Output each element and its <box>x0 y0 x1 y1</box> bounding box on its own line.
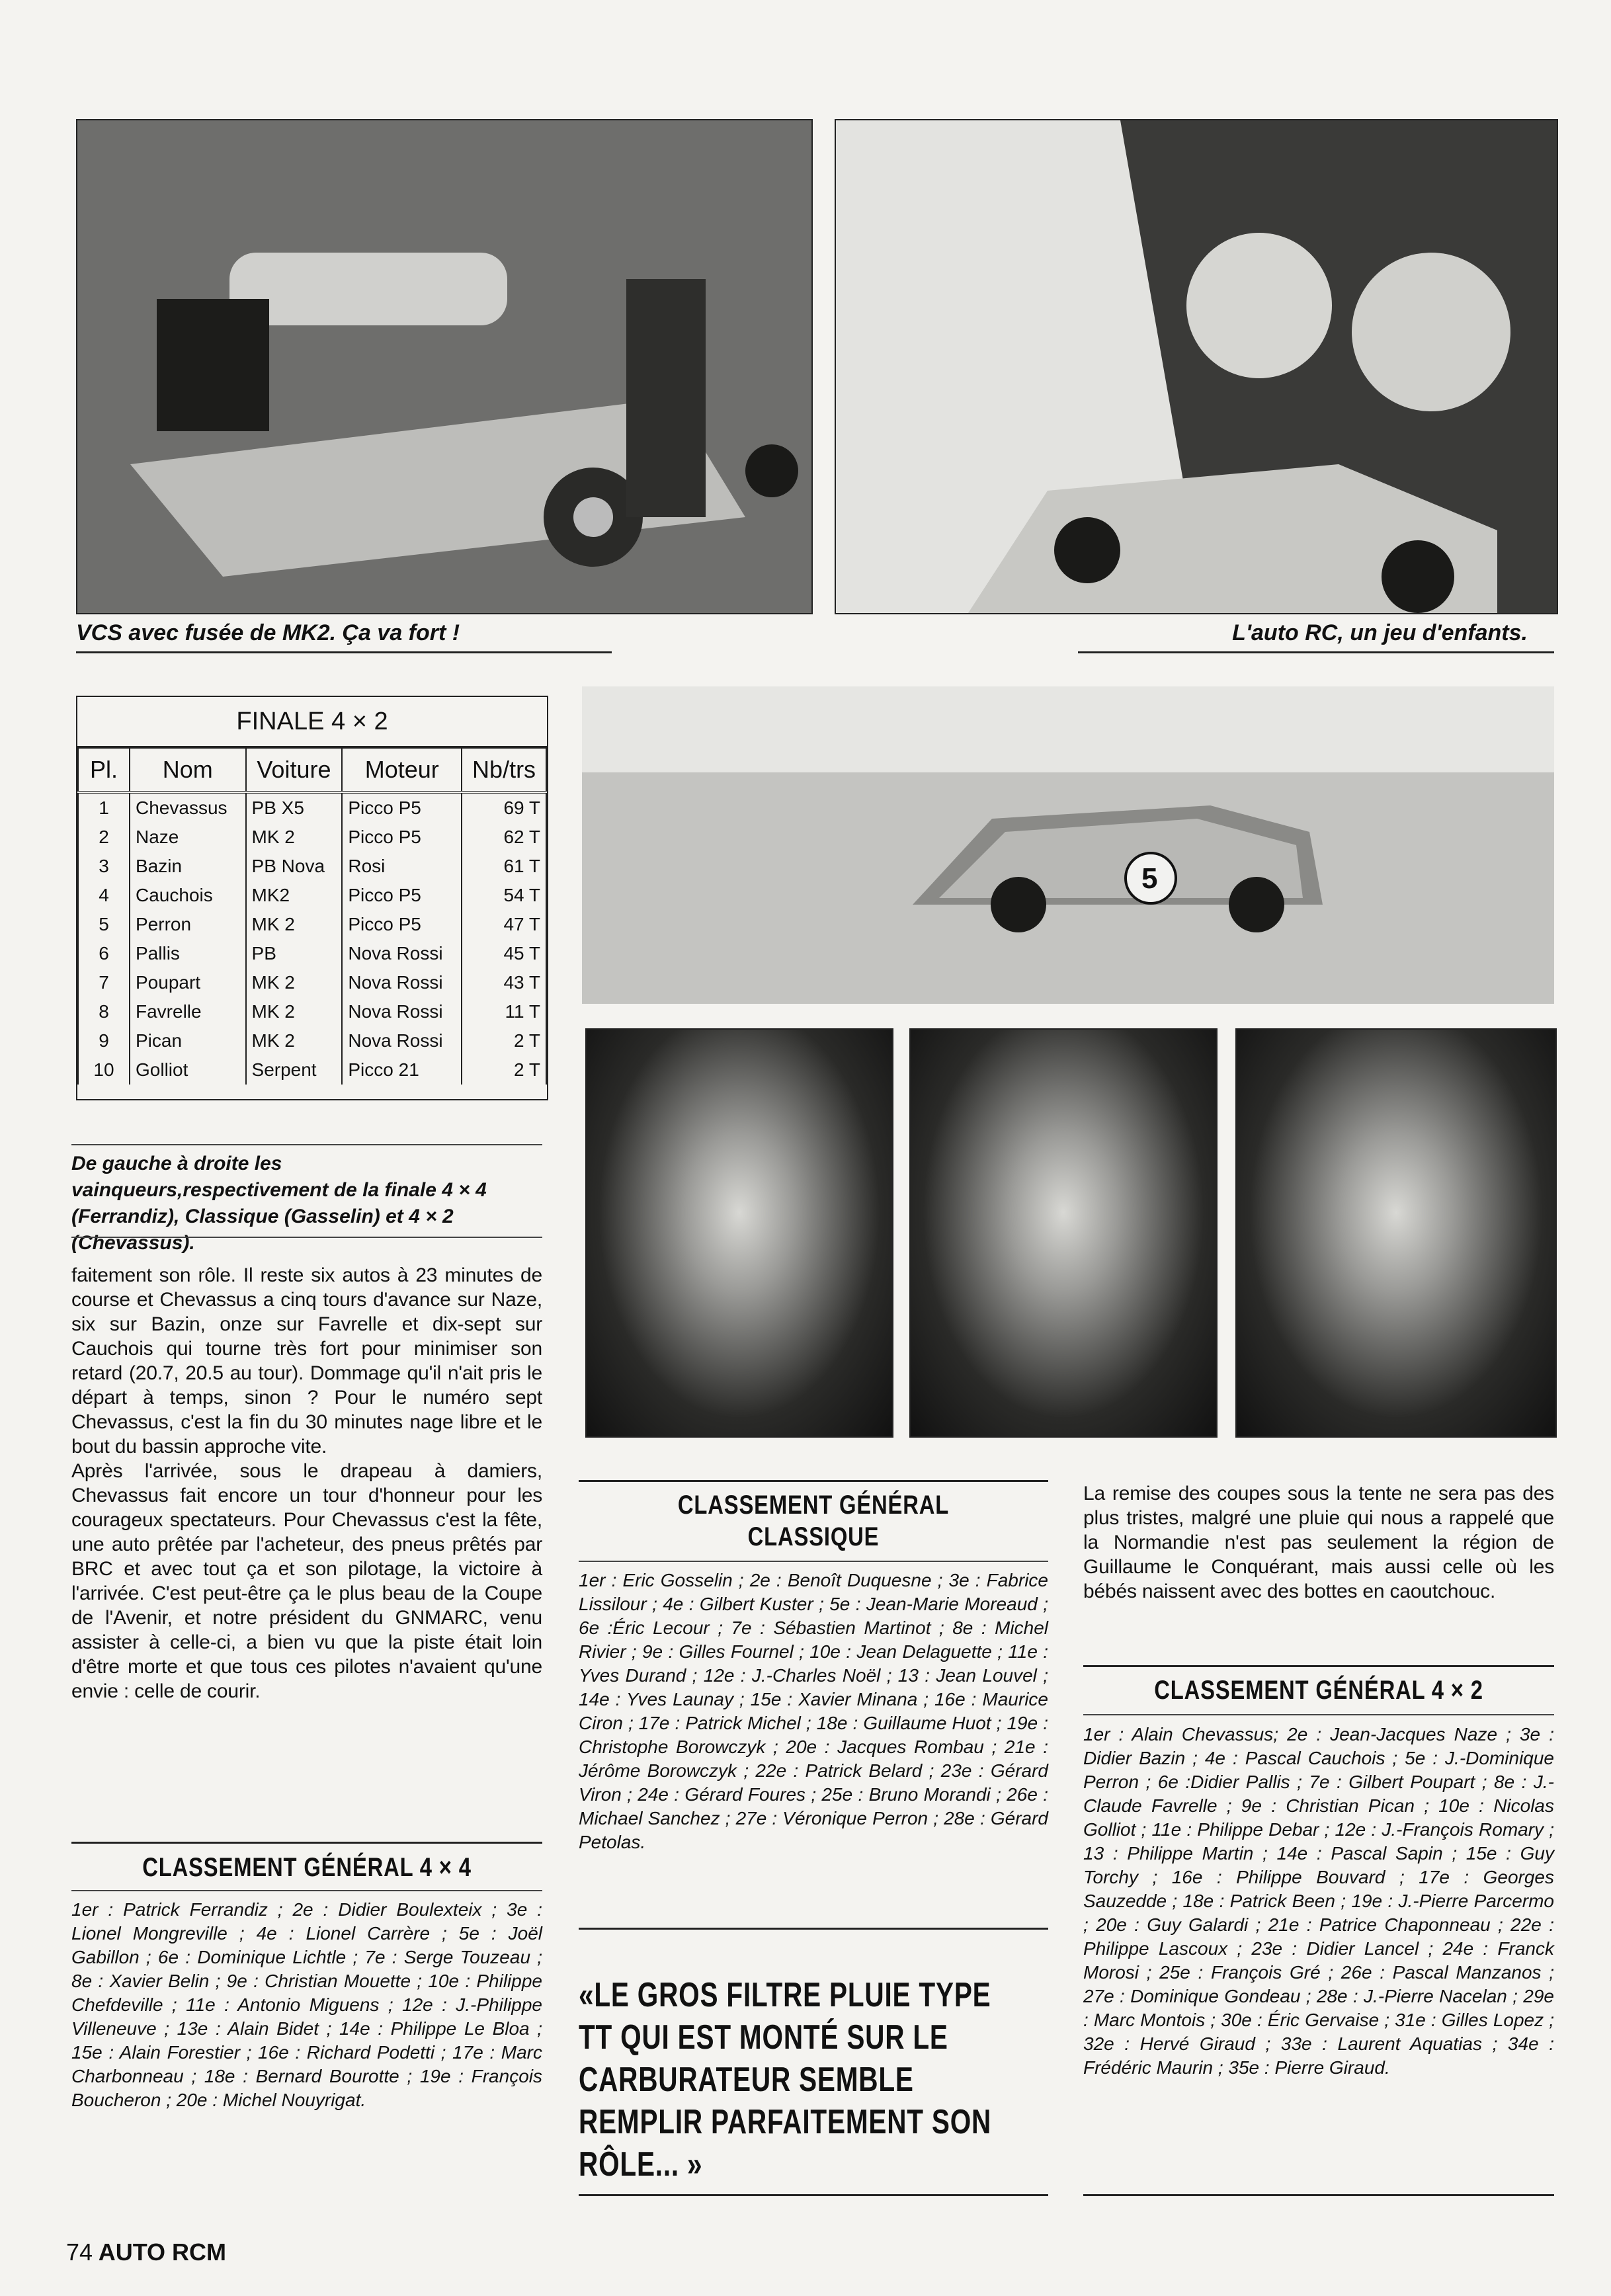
cell-car: PB <box>246 939 343 968</box>
cell-laps: 47 T <box>462 910 546 939</box>
finale-table-box <box>76 696 548 1100</box>
table-row <box>78 1026 546 1055</box>
cell-car: MK2 <box>246 881 343 910</box>
table-row <box>78 1055 546 1085</box>
page-footer <box>66 2238 226 2266</box>
cell-laps: 54 T <box>462 881 546 910</box>
cell-engine: Picco P5 <box>342 910 462 939</box>
finale-table-header-row <box>78 748 546 792</box>
cell-laps: 62 T <box>462 823 546 852</box>
cell-place: 6 <box>78 939 130 968</box>
cell-name: Favrelle <box>130 997 246 1026</box>
table-row <box>78 823 546 852</box>
photo-winner-gasselin <box>909 1028 1218 1438</box>
table-row <box>78 881 546 910</box>
rule-winners-caption-top <box>71 1144 542 1145</box>
col-header-engine: Moteur <box>342 748 462 792</box>
cell-engine: Nova Rossi <box>342 997 462 1026</box>
table-row <box>78 852 546 881</box>
cell-car: MK 2 <box>246 910 343 939</box>
col-header-car: Voiture <box>246 748 343 792</box>
cell-car: MK 2 <box>246 823 343 852</box>
rule-4x2-end <box>1083 2194 1554 2196</box>
table-row <box>78 997 546 1026</box>
car-on-track-illustration <box>582 686 1554 1004</box>
children-illustration <box>836 120 1557 613</box>
cell-car: PB X5 <box>246 792 343 823</box>
cell-place: 1 <box>78 792 130 823</box>
article-text-left <box>71 1263 542 1703</box>
caption-chassis: VCS avec fusée de MK2. Ça va fort ! <box>76 620 460 645</box>
rule-captions-right <box>1078 651 1554 653</box>
car-number-label: 5 <box>1141 862 1158 895</box>
results-classique: 1er : Eric Gosselin ; 2e : Benoît Duquesne ; 3e : Fabrice Lissilour ; 4e : Gilbert Kuster ; 5e : Jean-Marie Moreaud ; 6e :Éric Lecour ; 7e : Sébastien Martinot ; 8e : Michel Rivier ; 9e : Gilles Fournel ; 10e : Jean Delaguette ; 11e : Yves Durand ; 12e : J.-Charles Noël ; 13 : Jean Louvel ; 14e : Yves Launay ; 15e : Xavier Minana ; 16e : Maurice Ciron ; 17e : Patrick Michel ; 18e : Guillaume Huot ; 19e : Christophe Borowczyk ; 20e : Jacques Rombau ; 21e : Jérôme Borowczyk ; 22e : Patrick Belard ; 23e : Gérard Viron ; 24e : Gérard Foures ; 25e : Bruno Morandi ; 26e : Michael Sanchez ; 27e : Véronique Perron ; 28e : Gérard Petolas. <box>579 1570 1048 1852</box>
cell-engine: Nova Rossi <box>342 968 462 997</box>
cell-laps: 2 T <box>462 1055 546 1085</box>
rule-classique-top <box>579 1480 1048 1482</box>
table-row <box>78 910 546 939</box>
finale-table-title: FINALE 4 × 2 <box>77 697 547 747</box>
rule-4x4-top <box>71 1842 542 1844</box>
cell-engine: Picco P5 <box>342 881 462 910</box>
photo-chassis <box>76 119 813 614</box>
rule-classique-bottom <box>579 1561 1048 1562</box>
rule-captions-left <box>76 651 612 653</box>
article-paragraph-1: faitement son rôle. Il reste six autos à 23 minutes de course et Chevassus a cinq tours d'avance sur Naze, six sur Bazin, onze sur Favrelle et dix-sept sur Cauchois qui tourne très fort pour minimiser son retard (20.7, 20.5 au tour). Dommage qu'il n'ait pris le départ à temps, sinon ? Pour le numéro sept Chevassus, c'est la fin du 30 minutes nage libre et le bout du bassin approche vite. <box>71 1264 542 1457</box>
cell-name: Perron <box>130 910 246 939</box>
cell-engine: Nova Rossi <box>342 1026 462 1055</box>
cell-name: Naze <box>130 823 246 852</box>
cell-laps: 45 T <box>462 939 546 968</box>
photo-winner-ferrandiz <box>585 1028 893 1438</box>
cell-place: 4 <box>78 881 130 910</box>
cell-place: 5 <box>78 910 130 939</box>
cell-laps: 43 T <box>462 968 546 997</box>
cell-laps: 11 T <box>462 997 546 1026</box>
finale-table <box>77 747 547 1085</box>
cell-name: Pican <box>130 1026 246 1055</box>
col-header-name: Nom <box>130 748 246 792</box>
cell-laps: 2 T <box>462 1026 546 1055</box>
col-header-laps: Nb/trs <box>462 748 546 792</box>
winners-caption: De gauche à droite les vainqueurs,respectivement de la finale 4 × 4 (Ferrandiz), Classique (Gasselin) et 4 × 2 (Chevassus). <box>71 1153 487 1254</box>
cell-place: 2 <box>78 823 130 852</box>
cell-car: MK 2 <box>246 1026 343 1055</box>
heading-classique-line2: CLASSIQUE <box>747 1522 880 1551</box>
photo-winner-chevassus <box>1235 1028 1557 1438</box>
rule-4x2-bottom <box>1083 1714 1554 1715</box>
rule-4x2-top <box>1083 1665 1554 1667</box>
cell-engine: Picco 21 <box>342 1055 462 1085</box>
cell-car: MK 2 <box>246 997 343 1026</box>
results-4x2: 1er : Alain Chevassus; 2e : Jean-Jacques Naze ; 3e : Didier Bazin ; 4e : Pascal Cauchois ; 5e : J.-Dominique Perron ; 6e :Didier Pallis ; 7e : Gilbert Poupart ; 8e : J.-Claude Favrelle ; 9e : Christian Pican ; 10e : Nicolas Golliot ; 11e : Philippe Debar ; 12e : J.-François Romary ; 13 : Philippe Martin ; 14e : Pascal Sapin ; 15e : Guy Torchy ; 16e : Philippe Bouvard ; 17e : Georges Sauzedde ; 18e : Patrick Been ; 19e : J.-Pierre Parcermo ; 20e : Guy Galardi ; 21e : Patrice Chaponneau ; 22e : Philippe Lascoux ; 23e : Didier Lancel ; 24e : Franck Morosi ; 25e : François Gré ; 26e : Pascal Manzanos ; 27e : Dominique Gondeau ; 28e : J.-Pierre Nacelan ; 29e : Marc Montois ; 30e : Éric Gervaise ; 31e : Gilles Lopez ; 32e : Hervé Giraud ; 33e : Laurent Aquatias ; 34e : Frédéric Maurin ; 35e : Pierre Giraud. <box>1083 1724 1554 2078</box>
rule-classique-end <box>579 1928 1048 1930</box>
caption-children: L'auto RC, un jeu d'enfants. <box>1232 620 1528 645</box>
cell-name: Pallis <box>130 939 246 968</box>
table-row <box>78 968 546 997</box>
article-text-right: La remise des coupes sous la tente ne sera pas des plus tristes, malgré une pluie qui nous a rappelé que la Normandie n'est pas seulement la région de Guillaume le Conquérant, mais aussi celle où les bébés naissent avec des bottes en caoutchouc. <box>1083 1483 1554 1602</box>
heading-classement-4x2: CLASSEMENT GÉNÉRAL 4 × 2 <box>1154 1676 1483 1705</box>
cell-engine: Nova Rossi <box>342 939 462 968</box>
results-4x4: 1er : Patrick Ferrandiz ; 2e : Didier Boulexteix ; 3e : Lionel Mongreville ; 4e : Lionel Carrère ; 5e : Joël Gabillon ; 6e : Dominique Lichtle ; 7e : Serge Touzeau ; 8e : Xavier Belin ; 9e : Christian Mouette ; 10e : Philippe Chefdeville ; 11e : Antonio Miguens ; 12e : J.-Philippe Villeneuve ; 13e : Alain Bidet ; 14e : Philippe Le Bloa ; 15e : Alain Forestier ; 16e : Richard Podetti ; 17e : Marc Charbonneau ; 18e : Bernard Bourotte ; 19e : François Boucheron ; 20e : Michel Nouyrigat. <box>71 1899 542 2110</box>
magazine-name: AUTO RCM <box>98 2238 227 2266</box>
heading-classement-4x4: CLASSEMENT GÉNÉRAL 4 × 4 <box>142 1853 472 1882</box>
col-header-place: Pl. <box>78 748 130 792</box>
cell-name: Golliot <box>130 1055 246 1085</box>
cell-name: Chevassus <box>130 792 246 823</box>
cell-place: 3 <box>78 852 130 881</box>
heading-classique-line1: CLASSEMENT GÉNÉRAL <box>677 1491 950 1520</box>
cell-place: 9 <box>78 1026 130 1055</box>
cell-car: Serpent <box>246 1055 343 1085</box>
rule-quote-bottom <box>579 2194 1048 2196</box>
cell-name: Cauchois <box>130 881 246 910</box>
page-number: 74 <box>66 2238 93 2266</box>
cell-place: 8 <box>78 997 130 1026</box>
photo-car-on-track <box>582 686 1554 1004</box>
cell-laps: 61 T <box>462 852 546 881</box>
cell-laps: 69 T <box>462 792 546 823</box>
cell-place: 10 <box>78 1055 130 1085</box>
cell-car: MK 2 <box>246 968 343 997</box>
cell-engine: Picco P5 <box>342 823 462 852</box>
cell-engine: Rosi <box>342 852 462 881</box>
cell-engine: Picco P5 <box>342 792 462 823</box>
chassis-illustration <box>77 120 811 613</box>
pull-quote: «LE GROS FILTRE PLUIE TYPE TT QUI EST MONTÉ SUR LE CARBURATEUR SEMBLE REMPLIR PARFAITEMENT SON RÔLE... » <box>579 1976 992 2184</box>
table-row <box>78 792 546 823</box>
rule-winners-caption-bottom <box>71 1237 542 1238</box>
rule-4x4-bottom <box>71 1890 542 1891</box>
cell-place: 7 <box>78 968 130 997</box>
cell-name: Bazin <box>130 852 246 881</box>
cell-car: PB Nova <box>246 852 343 881</box>
heading-classement-classique <box>621 1489 1006 1553</box>
cell-name: Poupart <box>130 968 246 997</box>
photo-children <box>835 119 1558 614</box>
table-row <box>78 939 546 968</box>
article-paragraph-2: Après l'arrivée, sous le drapeau à damiers, Chevassus fait encore un tour d'honneur pour les courageux spectateurs. Pour Chevassus c'est la fête, une auto prêtée par l'acheteur, des pneus prêtés par BRC et avec tout ça et son pilotage, la victoire à l'arrivée. C'est peut-être ça le plus beau de la Coupe de l'Avenir, et notre président du GNMARC, venu assister à celle-ci, a bien vu que la piste était loin d'être morte et que tous ces pilotes n'avaient qu'une envie : celle de courir. <box>71 1460 542 1702</box>
